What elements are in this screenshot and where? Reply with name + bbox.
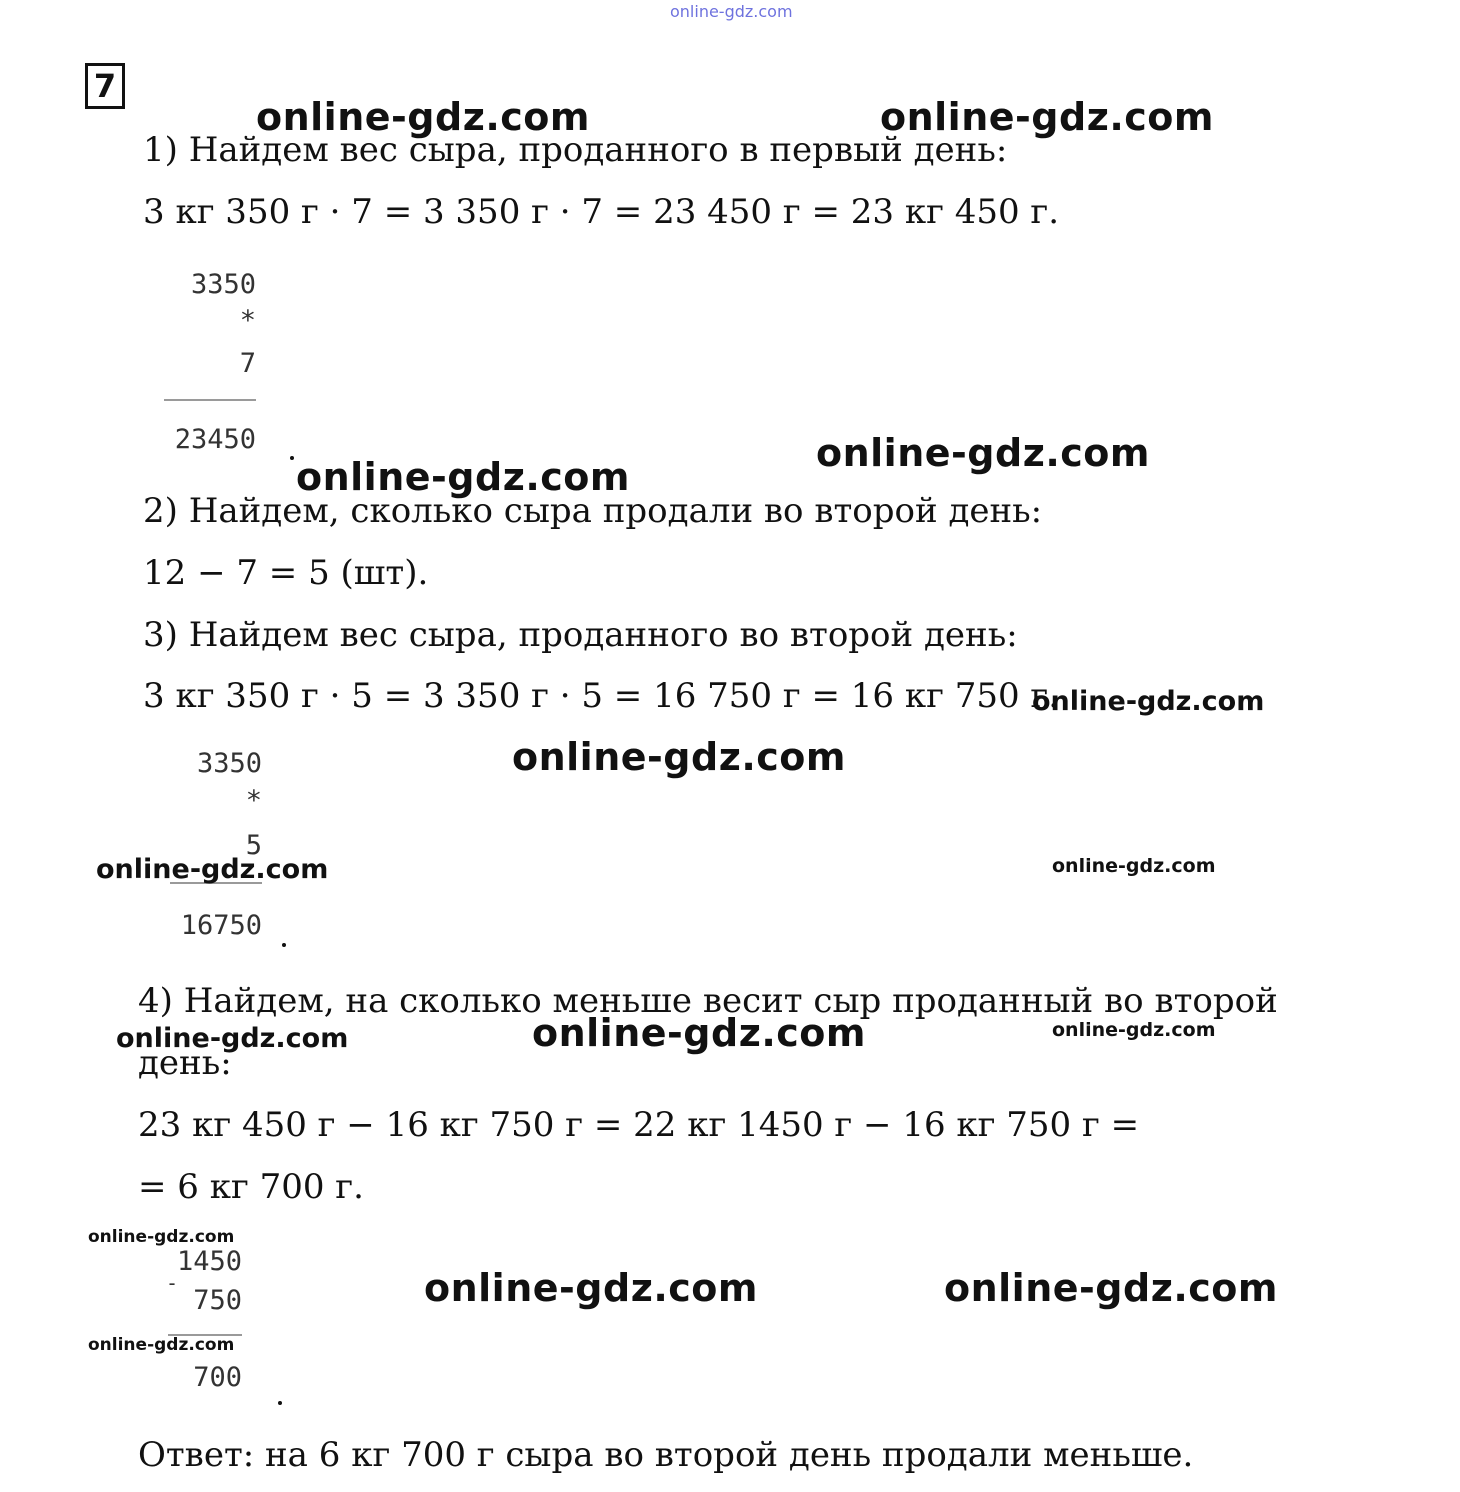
step4-calc-dot: [278, 1401, 282, 1405]
step4-equation-line2: = 6 кг 700 г.: [138, 1167, 364, 1207]
task-number: 7: [85, 63, 125, 109]
watermark: online-gdz.com: [1052, 855, 1216, 877]
watermark: online-gdz.com: [880, 95, 1214, 139]
step4-title-line2: день:: [138, 1043, 232, 1083]
step4-calc-op: -: [166, 1271, 179, 1295]
watermark: online-gdz.com: [256, 95, 590, 139]
step1-calc-a: 3350: [190, 269, 256, 300]
step3-calc-result: 16750: [180, 910, 262, 941]
step3-calc-b: 5: [245, 830, 262, 861]
watermark: online-gdz.com: [1032, 686, 1265, 717]
step4-calc-b: 750: [193, 1285, 242, 1316]
step3-title: 3) Найдем вес сыра, проданного во второй день:: [143, 615, 1018, 655]
watermark: online-gdz.com: [116, 1023, 349, 1054]
step4-equation-line1: 23 кг 450 г − 16 кг 750 г = 22 кг 1450 г − 16 кг 750 г =: [138, 1105, 1140, 1145]
step1-calc-rule: [164, 399, 256, 401]
step2-equation: 12 − 7 = 5 (шт).: [143, 553, 429, 593]
watermark: online-gdz.com: [816, 431, 1150, 475]
watermark: online-gdz.com: [1052, 1019, 1216, 1041]
watermark: online-gdz.com: [96, 854, 329, 885]
step3-calc-a: 3350: [196, 748, 262, 779]
step4-calc-a: 1450: [176, 1246, 242, 1277]
watermark: online-gdz.com: [512, 735, 846, 779]
step3-equation: 3 кг 350 г · 5 = 3 350 г · 5 = 16 750 г = 16 кг 750 г.: [143, 676, 1060, 716]
step1-title: 1) Найдем вес сыра, проданного в первый день:: [143, 130, 1008, 170]
watermark-top: online-gdz.com: [670, 2, 793, 21]
watermark: online-gdz.com: [424, 1266, 758, 1310]
watermark: online-gdz.com: [88, 1335, 235, 1355]
watermark: online-gdz.com: [532, 1011, 866, 1055]
answer-text: Ответ: на 6 кг 700 г сыра во второй день продали меньше.: [138, 1435, 1194, 1475]
watermark: online-gdz.com: [296, 455, 630, 499]
step1-calc-b: 7: [239, 348, 256, 379]
step3-calc-op: *: [245, 785, 262, 816]
step4-title-line1: 4) Найдем, на сколько меньше весит сыр проданный во второй: [138, 981, 1278, 1021]
step1-calc-dot: [290, 456, 294, 460]
watermark: online-gdz.com: [944, 1266, 1278, 1310]
step1-calc-result: 23450: [174, 424, 256, 455]
step3-calc-dot: [282, 943, 286, 947]
step1-calc-op: *: [239, 305, 256, 336]
step1-equation: 3 кг 350 г · 7 = 3 350 г · 7 = 23 450 г = 23 кг 450 г.: [143, 192, 1060, 232]
watermark: online-gdz.com: [88, 1227, 235, 1247]
step4-calc-result: 700: [193, 1362, 242, 1393]
step2-title: 2) Найдем, сколько сыра продали во второй день:: [143, 491, 1043, 531]
